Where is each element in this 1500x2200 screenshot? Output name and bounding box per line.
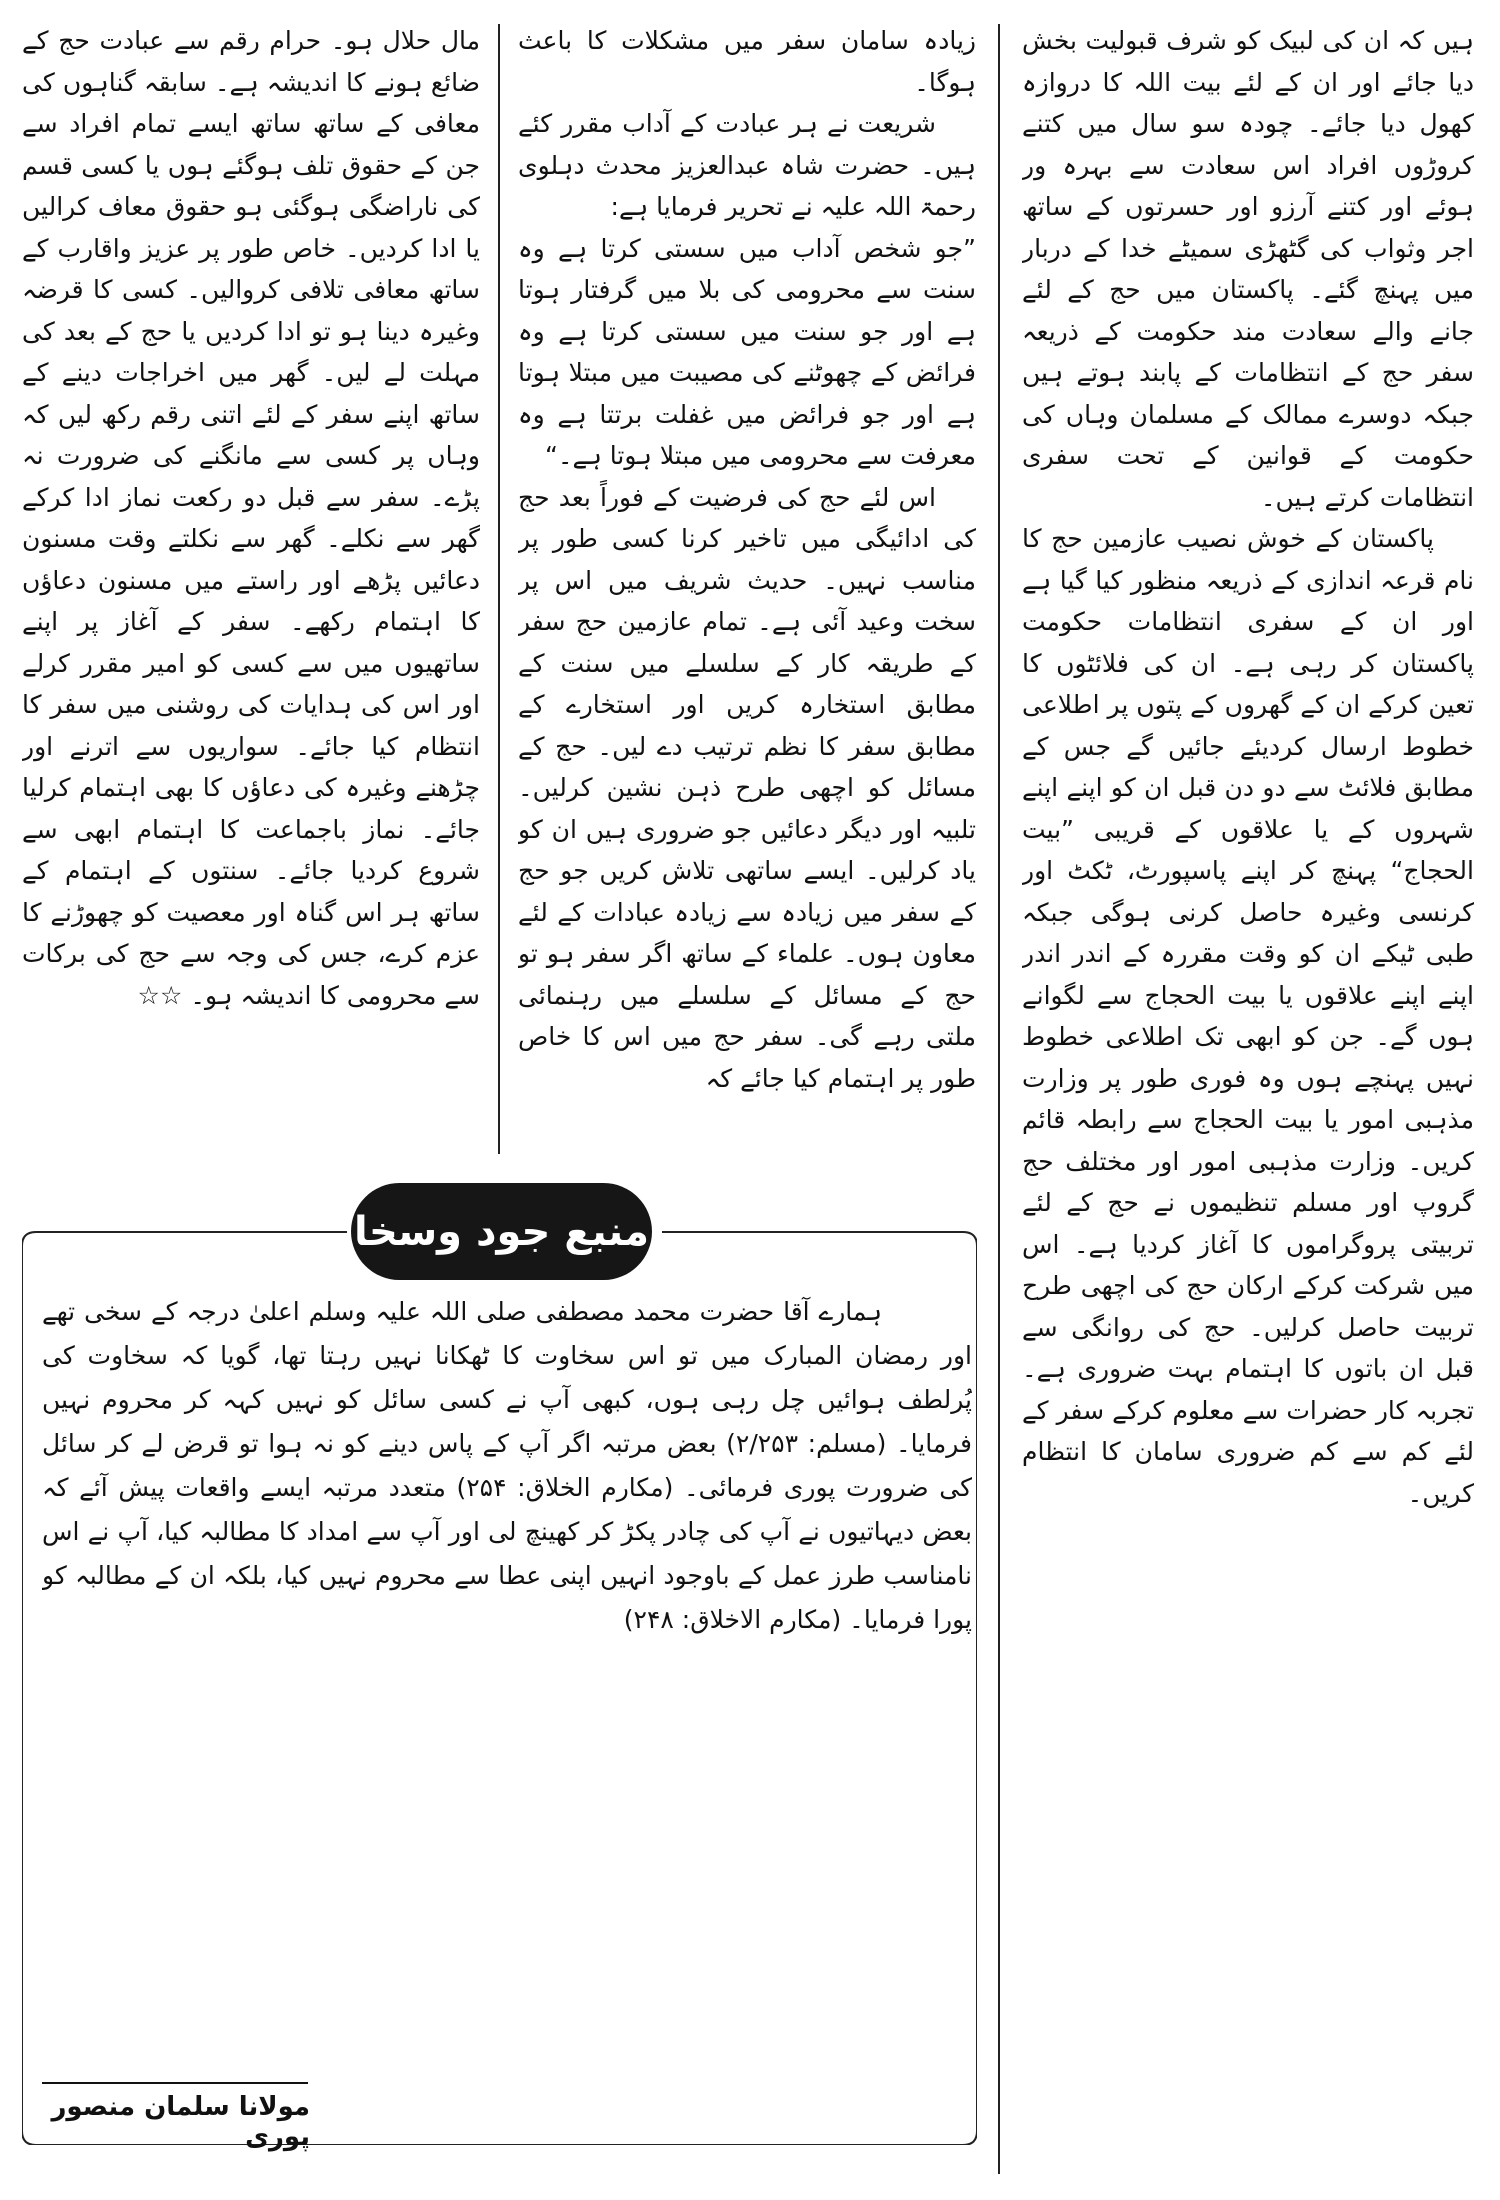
paragraph: ہیں کہ ان کی لبیک کو شرف قبولیت بخش دیا جائے اور ان کے لئے بیت اللہ کا دروازہ کھول دیا جائے۔ چودہ سو سال میں کتنے کروڑوں افراد اس سعادت سے بہرہ ور ہوئے اور کتنے آرزو اور حسرتوں کے ساتھ اجر وثواب کی گٹھڑی سمیٹے خدا کے دربار میں پہنچ گئے۔ پاکستان میں حج کے لئے جانے والے سعادت مند حکومت کے ذریعہ سفر حج کے انتظامات کے پابند ہوتے ہیں جبکہ دوسرے ممالک کے مسلمان وہاں کی حکومت کے قوانین کے تحت سفری انتظامات کرتے ہیں۔: [1022, 26, 1474, 512]
quotation: ”جو شخص آداب میں سستی کرتا ہے وہ سنت سے محرومی کی بلا میں گرفتار ہوتا ہے اور جو سنت میں سستی کرتا ہے وہ فرائض کے چھوٹنے کی مصیبت میں مبتلا ہوتا ہے اور جو فرائض میں غفلت برتتا ہے وہ معرفت سے محرومی میں مبتلا ہوتا ہے۔“: [518, 233, 976, 470]
article-column-right: [1022, 20, 1474, 2185]
column-divider: [998, 24, 1000, 2174]
paragraph: زیادہ سامان سفر میں مشکلات کا باعث ہوگا۔: [518, 26, 976, 97]
column-divider: [498, 24, 500, 1154]
author-name: مولانا سلمان منصور پوری: [51, 2092, 310, 2152]
paragraph: پاکستان کے خوش نصیب عازمین حج کا نام قرعہ اندازی کے ذریعہ منظور کیا گیا ہے اور ان کے سفری انتظامات حکومت پاکستان کر رہی ہے۔ ان کی فلائٹوں کا تعین کرکے ان کے گھروں کے پتوں پر اطلاعی خطوط ارسال کردیئے جائیں گے جس کے مطابق فلائٹ سے دو دن قبل ان کو اپنے اپنے شہروں کے یا علاقوں کے قریبی ”بیت الحجاج“ پہنچ کر اپنے پاسپورٹ، ٹکٹ اور کرنسی وغیرہ حاصل کرنی ہوگی جبکہ طبی ٹیکے ان کو وقت مقررہ کے اندر اندر اپنے اپنے علاقوں یا بیت الحجاج سے لگوانے ہوں گے۔ جن کو ابھی تک اطلاعی خطوط نہیں پہنچے ہوں وہ فوری طور پر وزارت مذہبی امور یا بیت الحجاج سے رابطہ قائم کریں۔ وزارت مذہبی امور اور مختلف حج گروپ اور مسلم تنظیموں نے حج کے لئے تربیتی پروگراموں کا آغاز کردیا ہے۔ اس میں شرکت کرکے ارکان حج کی اچھی طرح تربیت حاصل کرلیں۔ حج کی روانگی سے قبل ان باتوں کا اہتمام بہت ضروری ہے۔ تجربہ کار حضرات سے معلوم کرکے سفر کے لئے کم سے کم ضروری سامان کا انتظام کریں۔: [1022, 524, 1474, 1508]
sidebar-box-body: [42, 1290, 972, 2020]
paragraph: ہمارے آقا حضرت محمد مصطفی صلی اللہ علیہ وسلم اعلیٰ درجہ کے سخی تھے اور رمضان المبارک میں تو اس سخاوت کا ٹھکانا نہیں رہتا تھا، گویا کہ سخاوت کی پُرلطف ہوائیں چل رہی ہوں، کبھی آپ نے کسی سائل کو نہیں کہہ کر محروم نہیں فرمایا۔ (مسلم: ۲/۲۵۳) بعض مرتبہ اگر آپ کے پاس دینے کو نہ ہوا تو قرض لے کر سائل کی ضرورت پوری فرمائی۔ (مکارم الخلاق: ۲۵۴) متعدد مرتبہ ایسے واقعات پیش آئے کہ بعض دیہاتیوں نے آپ کی چادر پکڑ کر کھینچ لی اور آپ سے امداد کا مطالبہ کیا، آپ نے اس نامناسب طرز عمل کے باوجود انہیں اپنی عطا سے محروم نہیں کیا، بلکہ ان کے مطالبہ کو پورا فرمایا۔ (مکارم الاخلاق: ۲۴۸): [42, 1297, 972, 1634]
author-underline: [42, 2082, 308, 2084]
sidebar-box-title: منبع جود وسخا: [351, 1183, 652, 1280]
paragraph: مال حلال ہو۔ حرام رقم سے عبادت حج کے ضائع ہونے کا اندیشہ ہے۔ سابقہ گناہوں کی معافی کے ساتھ ساتھ ایسے تمام افراد سے جن کے حقوق تلف ہوگئے ہوں یا کسی قسم کی ناراضگی ہوگئی ہو حقوق معاف کرالیں یا ادا کردیں۔ خاص طور پر عزیز واقارب کے ساتھ معافی تلافی کروالیں۔ کسی کا قرضہ وغیرہ دینا ہو تو ادا کردیں یا حج کے بعد کی مہلت لے لیں۔ گھر میں اخراجات دینے کے ساتھ اپنے سفر کے لئے اتنی رقم رکھ لیں کہ وہاں پر کسی سے مانگنے کی ضرورت نہ پڑے۔ سفر سے قبل دو رکعت نماز ادا کرکے گھر سے نکلے۔ گھر سے نکلتے وقت مسنون دعائیں پڑھے اور راستے میں مسنون دعاؤں کا اہتمام رکھے۔ سفر کے آغاز پر اپنے ساتھیوں میں سے کسی کو امیر مقرر کرلے اور اس کی ہدایات کی روشنی میں سفر کا انتظام کیا جائے۔ سواریوں سے اترنے اور چڑھنے وغیرہ کی دعاؤں کا بھی اہتمام کرلیا جائے۔ نماز باجماعت کا اہتمام ابھی سے شروع کردیا جائے۔ سنتوں کے اہتمام کے ساتھ ہر اس گناہ اور معصیت کو چھوڑنے کا عزم کرے، جس کی وجہ سے حج کی برکات سے محرومی کا اندیشہ ہو۔ ☆☆: [22, 26, 480, 1010]
article-column-middle: [518, 20, 976, 1160]
paragraph: اس لئے حج کی فرضیت کے فوراً بعد حج کی ادائیگی میں تاخیر کرنا کسی طور پر مناسب نہیں۔ حدیث شریف میں اس پر سخت وعید آئی ہے۔ تمام عازمین حج سفر کے طریقہ کار کے سلسلے میں سنت کے مطابق استخارہ کریں اور استخارے کے مطابق سفر کا نظم ترتیب دے لیں۔ حج کے مسائل کو اچھی طرح ذہن نشین کرلیں۔ تلبیہ اور دیگر دعائیں جو ضروری ہیں ان کو یاد کرلیں۔ ایسے ساتھی تلاش کریں جو حج کے سفر میں زیادہ سے زیادہ عبادات کے لئے معاون ہوں۔ علماء کے ساتھ اگر سفر ہو تو حج کے مسائل کے سلسلے میں رہنمائی ملتی رہے گی۔ سفر حج میں اس کا خاص طور پر اہتمام کیا جائے کہ: [518, 482, 976, 1093]
paragraph: شریعت نے ہر عبادت کے آداب مقرر کئے ہیں۔ حضرت شاہ عبدالعزیز محدث دہلوی رحمۃ اللہ علیہ نے تحریر فرمایا ہے:: [518, 109, 976, 221]
article-column-left: [22, 20, 480, 1160]
